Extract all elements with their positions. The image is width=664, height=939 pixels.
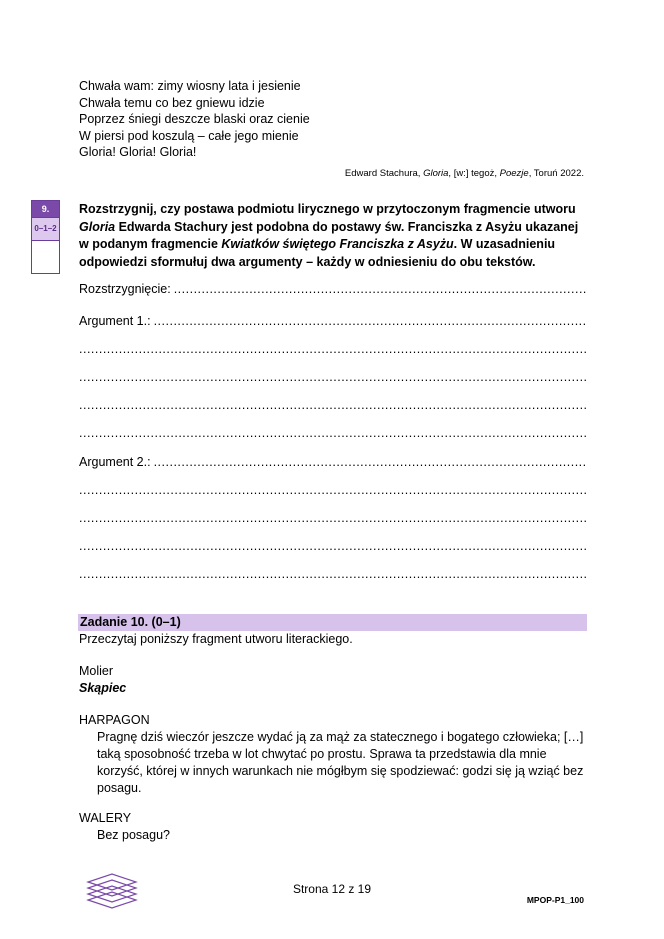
answer-line[interactable] xyxy=(79,369,586,385)
task-score-box xyxy=(31,200,60,274)
poem-line: Chwała temu co bez gniewu idzie xyxy=(79,95,265,110)
speech-line: taką sposobność trzeba w lot chwytać po prostu. Sprawa ta przedstawia dla mnie xyxy=(97,747,547,761)
speech-line: Bez posagu? xyxy=(97,828,170,842)
citation-author: Edward Stachura, xyxy=(344,168,424,179)
poem-line: W piersi pod koszulą – całe jego mienie xyxy=(79,128,299,143)
answer-line[interactable] xyxy=(79,425,586,441)
poem-line: Gloria! Gloria! Gloria! xyxy=(79,145,197,159)
speech-line: korzyść, której w innych warunkach nie mógłbym się spodziewać: godzi się ją wziąć bez xyxy=(97,764,584,778)
argument1-label: Argument 1.: xyxy=(79,313,154,329)
task-number: 9. xyxy=(32,201,59,217)
work-author: Molier xyxy=(79,664,114,678)
instruction-text: Rozstrzygnij, czy postawa podmiotu lirycznego w przytoczonym fragmencie utworu xyxy=(79,202,576,216)
answer-line[interactable] xyxy=(79,397,586,413)
work-title: Skąpiec xyxy=(79,681,127,695)
argument2-answer-line[interactable] xyxy=(79,454,586,470)
resolution-answer-line[interactable] xyxy=(79,281,586,297)
citation-title: Gloria xyxy=(423,168,449,179)
exam-code: MPOP-P1_100 xyxy=(526,895,584,905)
citation-book: Poezje xyxy=(499,168,529,179)
task-instruction xyxy=(79,201,589,271)
poem-fragment xyxy=(79,78,310,161)
answer-line[interactable] xyxy=(79,482,586,498)
answer-line[interactable] xyxy=(79,566,586,582)
task-points: 0–1–2 xyxy=(32,217,59,241)
page-number: Strona 12 z 19 xyxy=(292,882,372,896)
task-title: Zadanie 10. (0–1) xyxy=(80,615,181,629)
poem-source-citation xyxy=(345,168,584,179)
instruction-text: . W uzasadnieniu odpowiedzi sformułuj dwa argumenty – każdy w odniesieniu do obu tekstów. xyxy=(79,237,556,269)
citation-end: , Toruń 2022. xyxy=(528,168,584,179)
answer-line[interactable] xyxy=(79,510,586,526)
instruction-text: Edwarda Stachury jest podobna do postawy św. Franciszka z Asyżu ukazanej w podanym fragmencie xyxy=(79,219,579,251)
speaker-name: WALERY xyxy=(79,811,132,825)
instruction-italic: Gloria xyxy=(79,219,116,234)
speech-line: posagu. xyxy=(97,781,142,795)
instruction-italic: Kwiatków świętego Franciszka z Asyżu xyxy=(221,237,454,251)
argument2-label: Argument 2.: xyxy=(79,454,154,470)
citation-mid: , [w:] tegoż, xyxy=(448,168,500,179)
speech-line: Pragnę dziś wieczór jeszcze wydać ją za mąż za statecznego i bogatego człowieka; […] xyxy=(97,730,584,744)
answer-line[interactable] xyxy=(79,341,586,357)
resolution-label: Rozstrzygnięcie: xyxy=(79,281,174,297)
poem-line: Poprzez śniegi deszcze blaski oraz cienie xyxy=(79,112,310,126)
task-instruction: Przeczytaj poniższy fragment utworu literackiego. xyxy=(79,632,353,646)
speaker-name: HARPAGON xyxy=(79,713,150,727)
argument1-answer-line[interactable] xyxy=(79,313,586,329)
answer-line[interactable] xyxy=(79,538,586,554)
poem-line: Chwała wam: zimy wiosny lata i jesienie xyxy=(79,79,301,93)
